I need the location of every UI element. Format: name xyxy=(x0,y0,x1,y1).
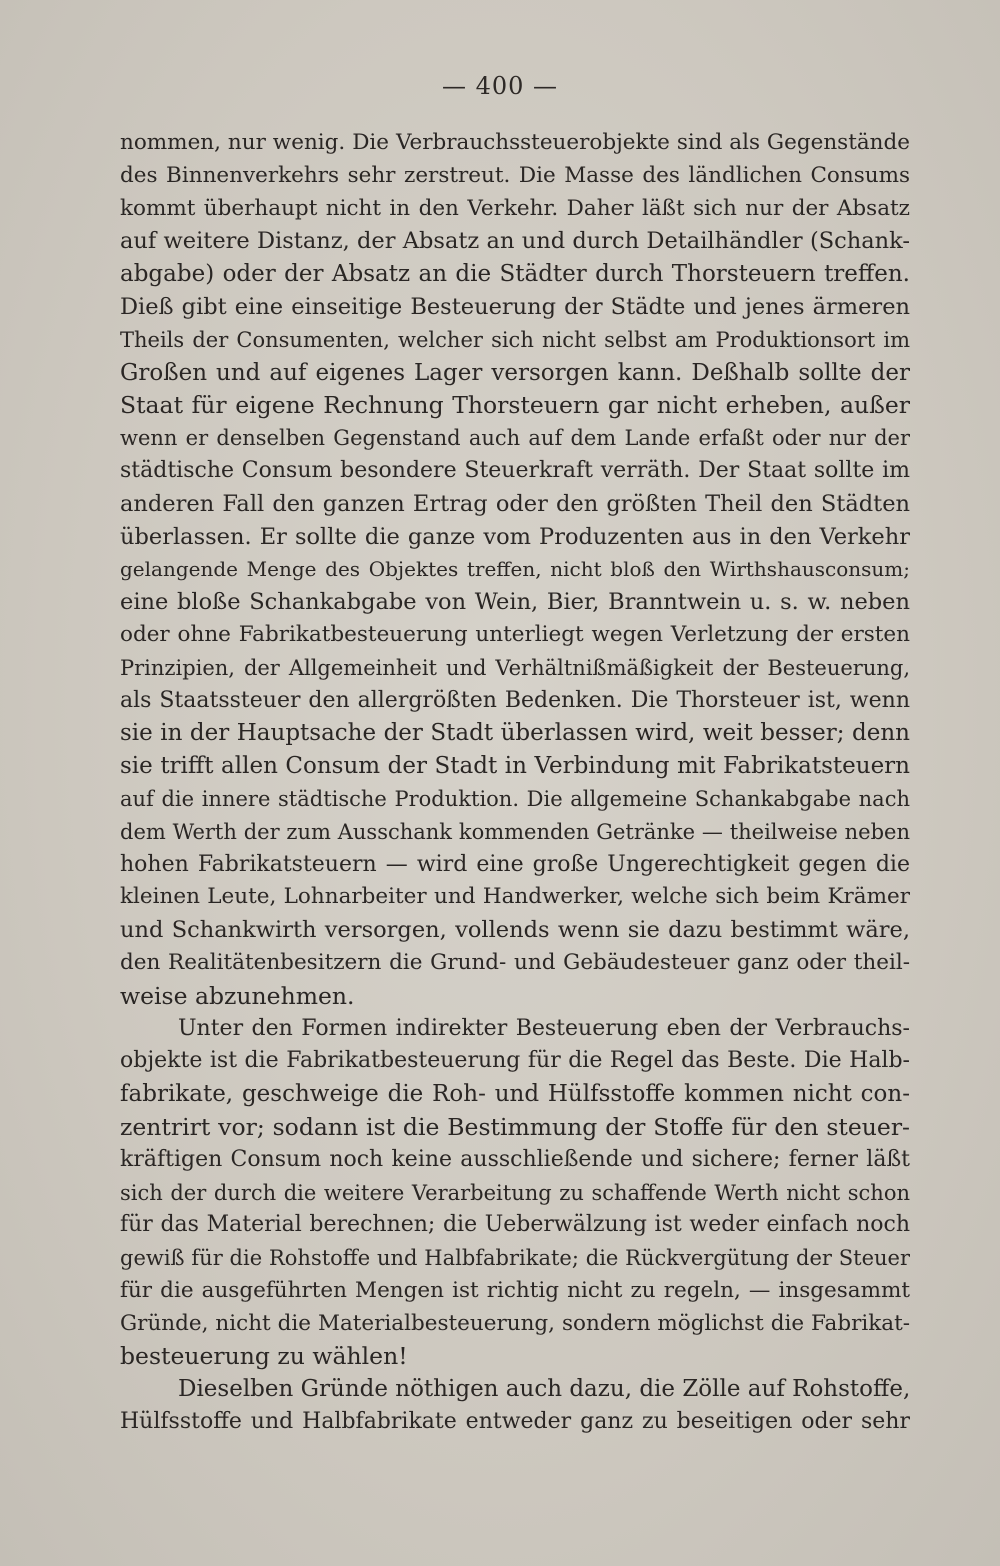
text-line: Prinzipien, der Allgemeinheit und Verhältnißmäßigkeit der Besteuerung, xyxy=(120,655,910,680)
text-line: Großen und auf eigenes Lager versorgen kann. Deßhalb sollte der xyxy=(120,359,910,386)
text-line: fabrikate, geschweige die Roh- und Hülfsstoffe kommen nicht con- xyxy=(120,1081,910,1108)
text-line: für die ausgeführten Mengen ist richtig nicht zu regeln, — insgesammt xyxy=(120,1277,910,1303)
text-line: und Schankwirth versorgen, vollends wenn sie dazu bestimmt wäre, xyxy=(120,917,910,944)
text-line: wenn er denselben Gegenstand auch auf dem Lande erfaßt oder nur der xyxy=(120,426,910,451)
text-line: sie in der Hauptsache der Stadt überlassen wird, weit besser; denn xyxy=(120,720,910,747)
text-line: Dieselben Gründe nöthigen auch dazu, die Zölle auf Rohstoffe, xyxy=(178,1376,910,1403)
text-line: gewiß für die Rohstoffe und Halbfabrikate; die Rückvergütung der Steuer xyxy=(120,1246,910,1271)
text-line: eine bloße Schankabgabe von Wein, Bier, Branntwein u. s. w. neben xyxy=(120,589,910,616)
text-line: kleinen Leute, Lohnarbeiter und Handwerker, welche sich beim Krämer xyxy=(120,884,910,910)
text-line: überlassen. Er sollte die ganze vom Produzenten aus in den Verkehr xyxy=(120,523,910,550)
text-line: des Binnenverkehrs sehr zerstreut. Die Masse des ländlichen Consums xyxy=(120,162,910,188)
text-line: oder ohne Fabrikatbesteuerung unterliegt wegen Verletzung der ersten xyxy=(120,621,910,647)
text-line: Theils der Consumenten, welcher sich nicht selbst am Produktionsort im xyxy=(120,327,910,352)
text-line: kräftigen Consum noch keine ausschließende und sichere; ferner läßt xyxy=(120,1146,910,1172)
text-line: hohen Fabrikatsteuern — wird eine große Ungerechtigkeit gegen die xyxy=(120,851,910,877)
text-line: für das Material berechnen; die Ueberwälzung ist weder einfach noch xyxy=(120,1212,910,1238)
page-number: — 400 — xyxy=(441,72,559,100)
text-line: auf die innere städtische Produktion. Die allgemeine Schankabgabe nach xyxy=(120,786,910,811)
body-text xyxy=(120,127,910,1439)
text-line: den Realitätenbesitzern die Grund- und Gebäudesteuer ganz oder theil- xyxy=(120,949,910,975)
text-line: abgabe) oder der Absatz an die Städter durch Thorsteuern treffen. xyxy=(120,261,910,288)
text-line: weise abzunehmen. xyxy=(120,981,355,1010)
text-line: Gründe, nicht die Materialbesteuerung, sondern möglichst die Fabrikat- xyxy=(120,1310,910,1336)
text-line: objekte ist die Fabrikatbesteuerung für die Regel das Beste. Die Halb- xyxy=(120,1048,910,1074)
text-line: besteuerung zu wählen! xyxy=(120,1342,408,1371)
text-line: auf weitere Distanz, der Absatz an und durch Detailhändler (Schank- xyxy=(120,228,910,255)
text-line: sie trifft allen Consum der Stadt in Verbindung mit Fabrikatsteuern xyxy=(120,753,910,780)
text-line: Hülfsstoffe und Halbfabrikate entweder ganz zu beseitigen oder sehr xyxy=(120,1409,910,1435)
text-line: Dieß gibt eine einseitige Besteuerung der Städte und jenes ärmeren xyxy=(120,293,910,320)
text-line: zentrirt vor; sodann ist die Bestimmung der Stoffe für den steuer- xyxy=(120,1112,910,1141)
text-line: anderen Fall den ganzen Ertrag oder den größten Theil den Städten xyxy=(120,490,910,517)
text-line: städtische Consum besondere Steuerkraft verräth. Der Staat sollte im xyxy=(120,457,910,483)
text-line: gelangende Menge des Objektes treffen, nicht bloß den Wirthshausconsum; xyxy=(120,557,910,582)
text-line: sich der durch die weitere Verarbeitung zu schaffende Werth nicht schon xyxy=(120,1180,910,1205)
text-line: nommen, nur wenig. Die Verbrauchssteuerobjekte sind als Gegenstände xyxy=(120,130,910,155)
text-line: als Staatssteuer den allergrößten Bedenken. Die Thorsteuer ist, wenn xyxy=(120,687,910,713)
text-line: kommt überhaupt nicht in den Verkehr. Daher läßt sich nur der Absatz xyxy=(120,195,910,221)
text-line: Unter den Formen indirekter Besteuerung eben der Verbrauchs- xyxy=(178,1015,910,1041)
text-line: dem Werth der zum Ausschank kommenden Getränke — theilweise neben xyxy=(120,819,910,844)
text-line: Staat für eigene Rechnung Thorsteuern gar nicht erheben, außer xyxy=(120,391,910,420)
